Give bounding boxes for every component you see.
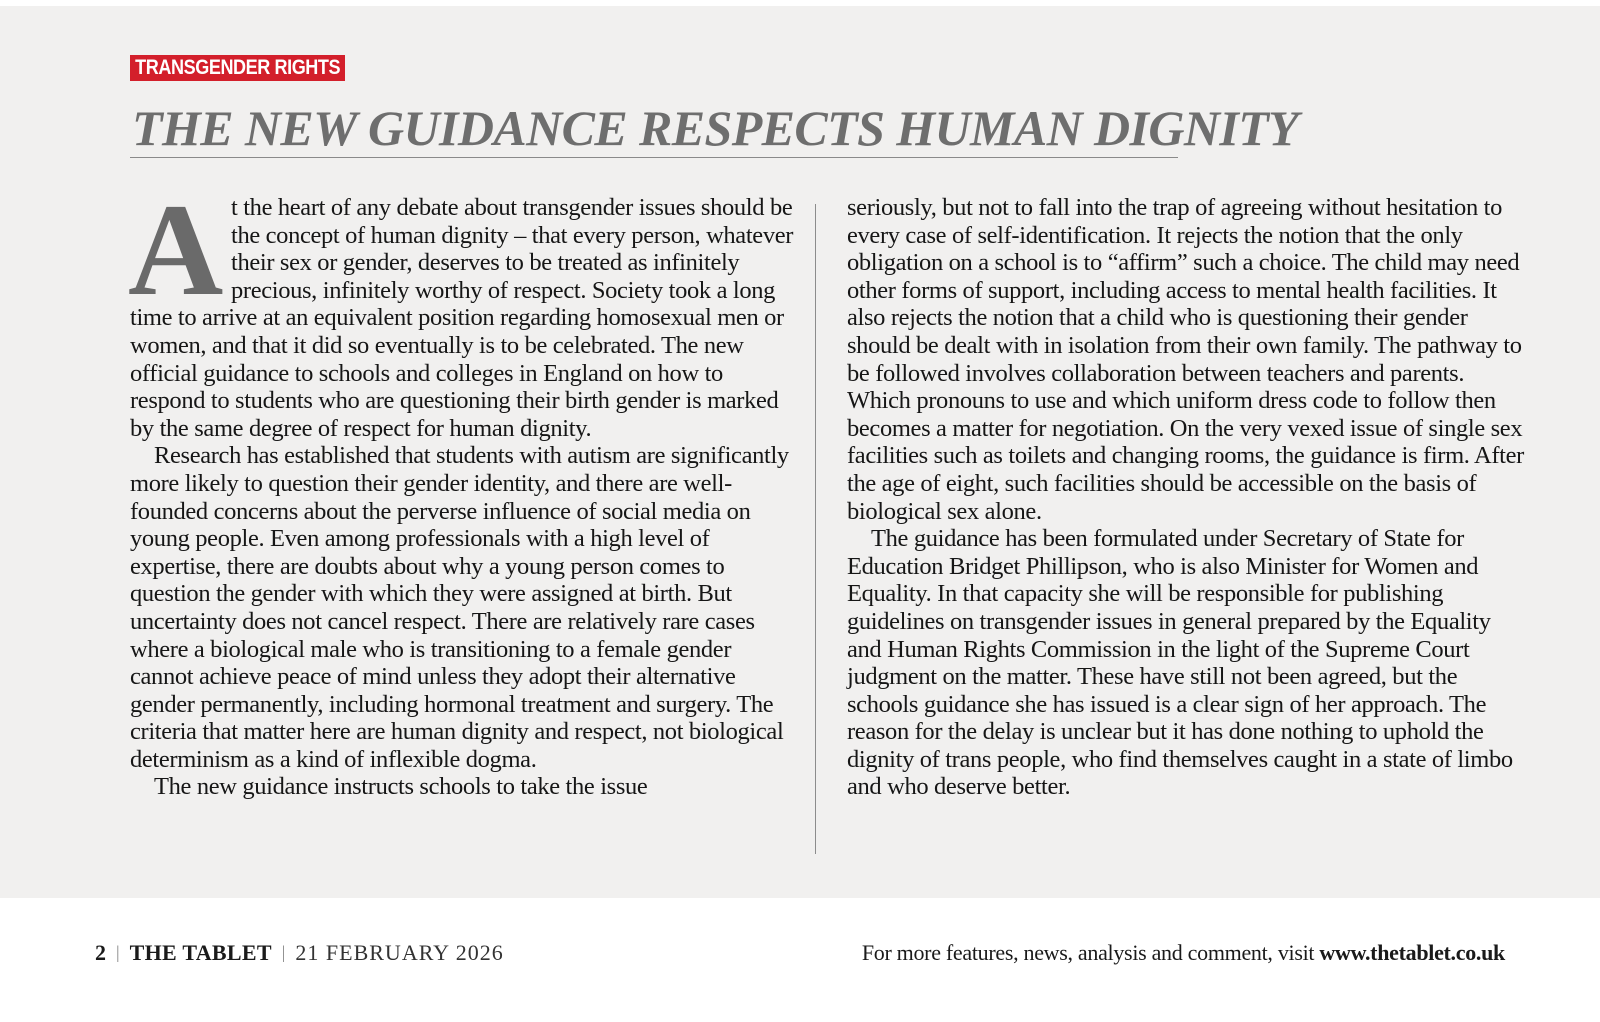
article-column-left	[128, 176, 800, 801]
promo-text: For more features, news, analysis and comment, visit	[861, 940, 1320, 965]
page-number: 2	[95, 940, 106, 965]
section-label: TRANSGENDER RIGHTS	[130, 55, 345, 81]
page-footer	[95, 940, 1505, 970]
article-paragraph	[128, 176, 800, 442]
article-paragraph: seriously, but not to fall into the trap of agreeing without hesitation to every case of self-identification. It rejects the notion that the only obligation on a school is to “affirm” such a choice. The child may need other forms of support, including access to mental health facilities. It also rejects the notion that a child who is questioning their gender should be dealt with in isolation from their own family. The pathway to be followed involves collaboration between teachers and parents. Which pronouns to use and which uniform dress code to follow then becomes a matter for negotiation. On the very vexed issue of single sex facilities such as toilets and changing rooms, the guidance is firm. After the age of eight, such facilities should be accessible on the basis of biological sex alone.	[847, 194, 1524, 525]
publication-name: THE TABLET	[129, 940, 272, 965]
footer-promo	[862, 940, 1505, 966]
headline-rule	[130, 157, 1178, 158]
article-paragraph: The new guidance instructs schools to take the issue	[154, 773, 648, 801]
footer-folio	[95, 940, 504, 966]
column-divider	[815, 204, 816, 854]
article-panel	[0, 6, 1600, 898]
issue-date: 21 FEBRUARY 2026	[295, 940, 504, 965]
article-paragraph: Research has established that students with autism are significantly more likely to question their gender identity, and there are well-founded concerns about the perverse influence of social media on young people. Even among professionals with a high level of expertise, there are doubts about why a young person comes to question the gender with which they were assigned at birth. But uncertainty does not cancel respect. There are relatively rare cases where a biological male who is transitioning to a female gender cannot achieve peace of mind unless they adopt their alternative gender permanently, including hormonal treatment and surgery. The criteria that matter here are human dignity and respect, not biological determinism as a kind of inflexible dogma.	[130, 442, 789, 773]
footer-separator: |	[281, 942, 286, 962]
article-column-right	[847, 194, 1527, 801]
footer-separator: |	[116, 942, 120, 962]
drop-cap: A	[128, 176, 223, 323]
website-link[interactable]: www.thetablet.co.uk	[1319, 940, 1505, 965]
paragraph-text: t the heart of any debate about transgender issues should be the concept of human dignity – that every person, whatever their sex or gender, deserves to be treated as infinitely precious, infinitely worthy of respect. Society took a long time to arrive at an equivalent position regarding homosexual men or women, and that it did so eventually is to be celebrated. The new official guidance to schools and colleges in England on how to respond to students who are questioning their birth gender is marked by the same degree of respect for human dignity.	[130, 194, 794, 442]
page-title: THE NEW GUIDANCE RESPECTS HUMAN DIGNITY	[132, 100, 1299, 156]
article-paragraph: The guidance has been formulated under Secretary of State for Education Bridget Phillipson, who is also Minister for Women and Equality. In that capacity she will be responsible for publishing guidelines on transgender issues in general prepared by the Equality and Human Rights Commission in the light of the Supreme Court judgment on the matter. These have still not been agreed, but the schools guidance she has issued is a clear sign of her approach. The reason for the delay is unclear but it has done nothing to uphold the dignity of trans people, who find themselves caught in a state of limbo and who deserve better.	[847, 525, 1513, 801]
